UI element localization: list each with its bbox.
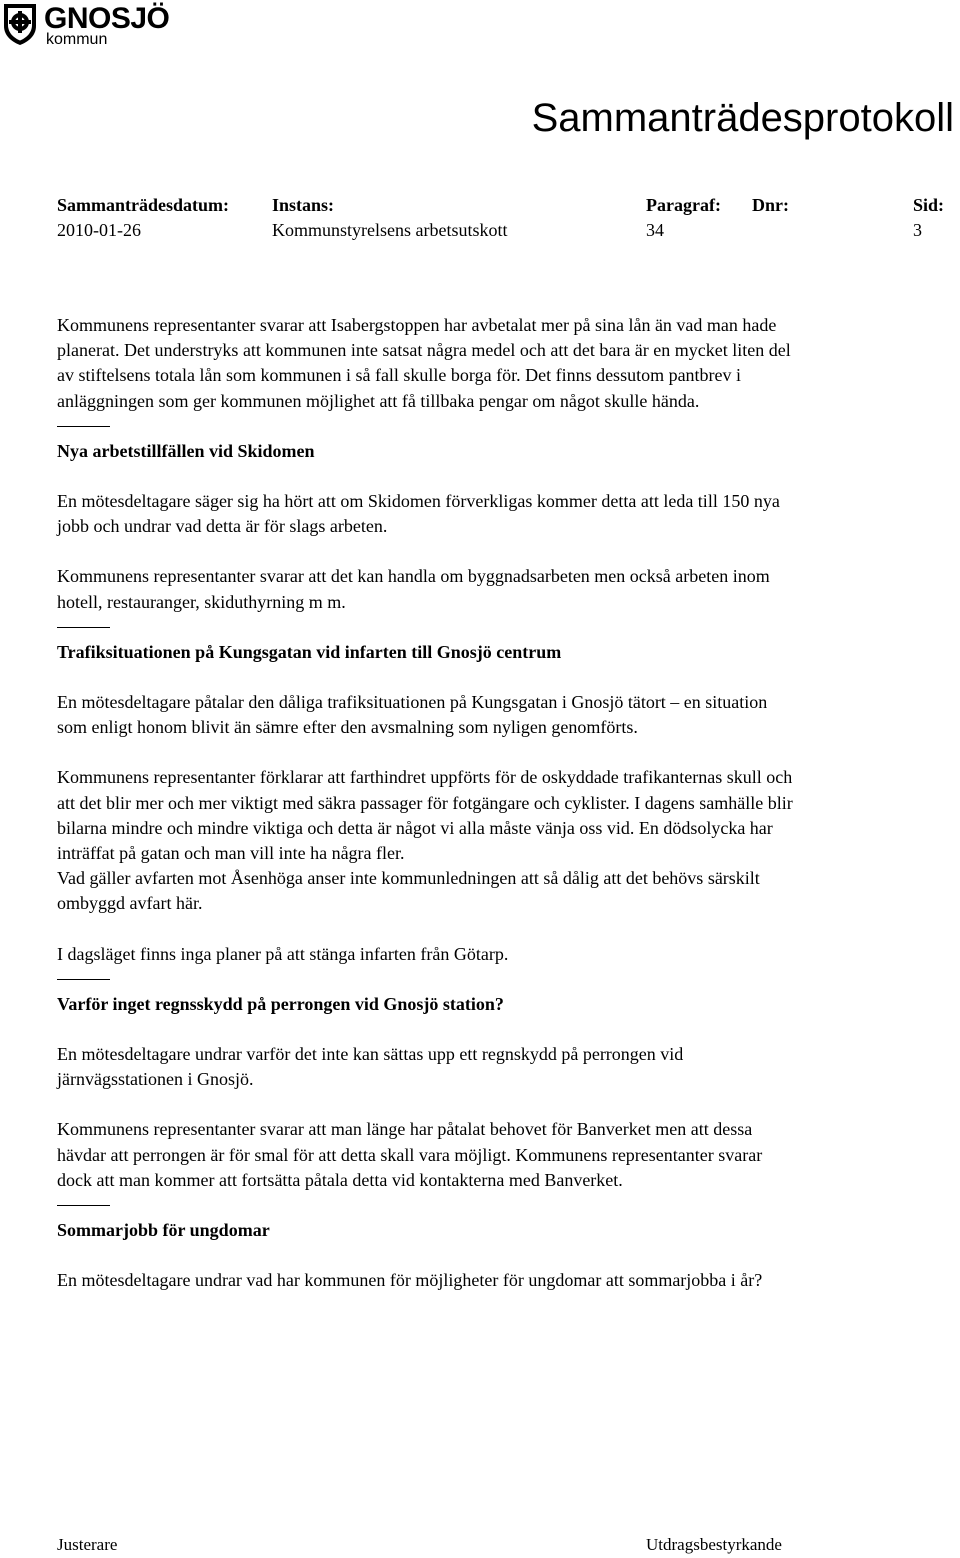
paragraph-sommarjobb-question: En mötesdeltagare undrar vad har kommunen för möjligheter för ungdomar att sommarjobba i år? [57,1270,763,1291]
paragraf-value: 34 [646,220,664,240]
paragraph-kungsgatan-question: En mötesdeltagare påtalar den dåliga trafiksituationen på Kungsgatan i Gnosjö tätort – en situation som enligt honom blivit än sämre efter den avsmalning som nyligen genomförts. [57,692,768,738]
meta-date [57,193,229,243]
date-label: Sammanträdesdatum: [57,195,230,215]
coat-of-arms-icon [2,2,38,46]
paragraph-regnskydd-answer: Kommunens representanter svarar att man länge har påtalat behovet för Banverket men att dessa hävdar att perrongen är för smal för att detta skall vara möjligt. Kommunens representanter svarar dock att man kommer att fortsätta påtala detta vid kontakterna med Banverket. [57,1119,763,1190]
sid-label: Sid: [913,195,945,215]
footer-utdragsbestyrkande: Utdragsbestyrkande [646,1535,782,1554]
sid-value: 3 [913,220,922,240]
meta-dnr [752,193,789,218]
logo-name: GNOSJÖ [44,2,170,35]
dnr-label: Dnr: [752,195,789,215]
document-title: Sammanträdesprotokoll [531,96,954,140]
instans-label: Instans: [272,195,335,215]
meta-paragraf [646,193,721,243]
section-heading-kungsgatan: Trafiksituationen på Kungsgatan vid infarten till Gnosjö centrum [57,641,562,662]
section-heading-skidomen: Nya arbetstillfällen vid Skidomen [57,440,315,461]
paragraph-regnskydd-question: En mötesdeltagare undrar varför det inte kan sättas upp ett regnskydd på perrongen vid järnvägsstationen i Gnosjö. [57,1044,684,1090]
paragraf-label: Paragraf: [646,195,721,215]
intro-paragraph: Kommunens representanter svarar att Isabergstoppen har avbetalat mer på sina lån än vad man hade planerat. Det understryks att kommunen inte satsat några medel och att det bara är en mycket liten del av stiftelsens totala lån som kommunen i så fall skulle borga för. Det finns dessutom pantbrev i anläggningen som ger kommunen möjlighet att få tillbaka pengar om något skulle hända. [57,315,791,411]
meta-instans [272,193,507,243]
municipality-logo [2,2,174,48]
date-value: 2010-01-26 [57,220,141,240]
paragraph-skidomen-answer: Kommunens representanter svarar att det kan handla om byggnadsarbeten men också arbeten inom hotell, restauranger, skiduthyrning m m. [57,566,770,612]
paragraph-skidomen-question: En mötesdeltagare säger sig ha hört att om Skidomen förverkligas kommer detta att leda till 150 nya jobb och undrar vad detta är för slags arbeten. [57,491,780,537]
instans-value: Kommunstyrelsens arbetsutskott [272,220,508,240]
paragraph-kungsgatan-status: I dagsläget finns inga planer på att stänga infarten från Götarp. [57,943,509,964]
paragraph-kungsgatan-answer: Kommunens representanter förklarar att farthindret uppförts för de oskyddade trafikanternas skull och att det blir mer och mer viktigt med säkra passager för fotgängare och cyklister. I dagens samhälle blir bilarna mindre och mindre viktiga och detta är något vi alla måste vänja oss vid. En dödsolycka har inträffat på gatan och man vill inte ha några fler. Vad gäller avfarten mot Åsenhöga anser inte kommunledningen att så dålig att det behövs särskilt ombyggd avfart här. [57,767,793,914]
section-heading-sommarjobb: Sommarjobb för ungdomar [57,1220,270,1241]
section-heading-regnskydd: Varför inget regnsskydd på perrongen vid Gnosjö station? [57,993,504,1014]
footer-justerare: Justerare [57,1535,118,1554]
logo-subtitle: kommun [46,31,108,48]
document-body [57,313,943,1293]
meta-sid [913,193,944,243]
